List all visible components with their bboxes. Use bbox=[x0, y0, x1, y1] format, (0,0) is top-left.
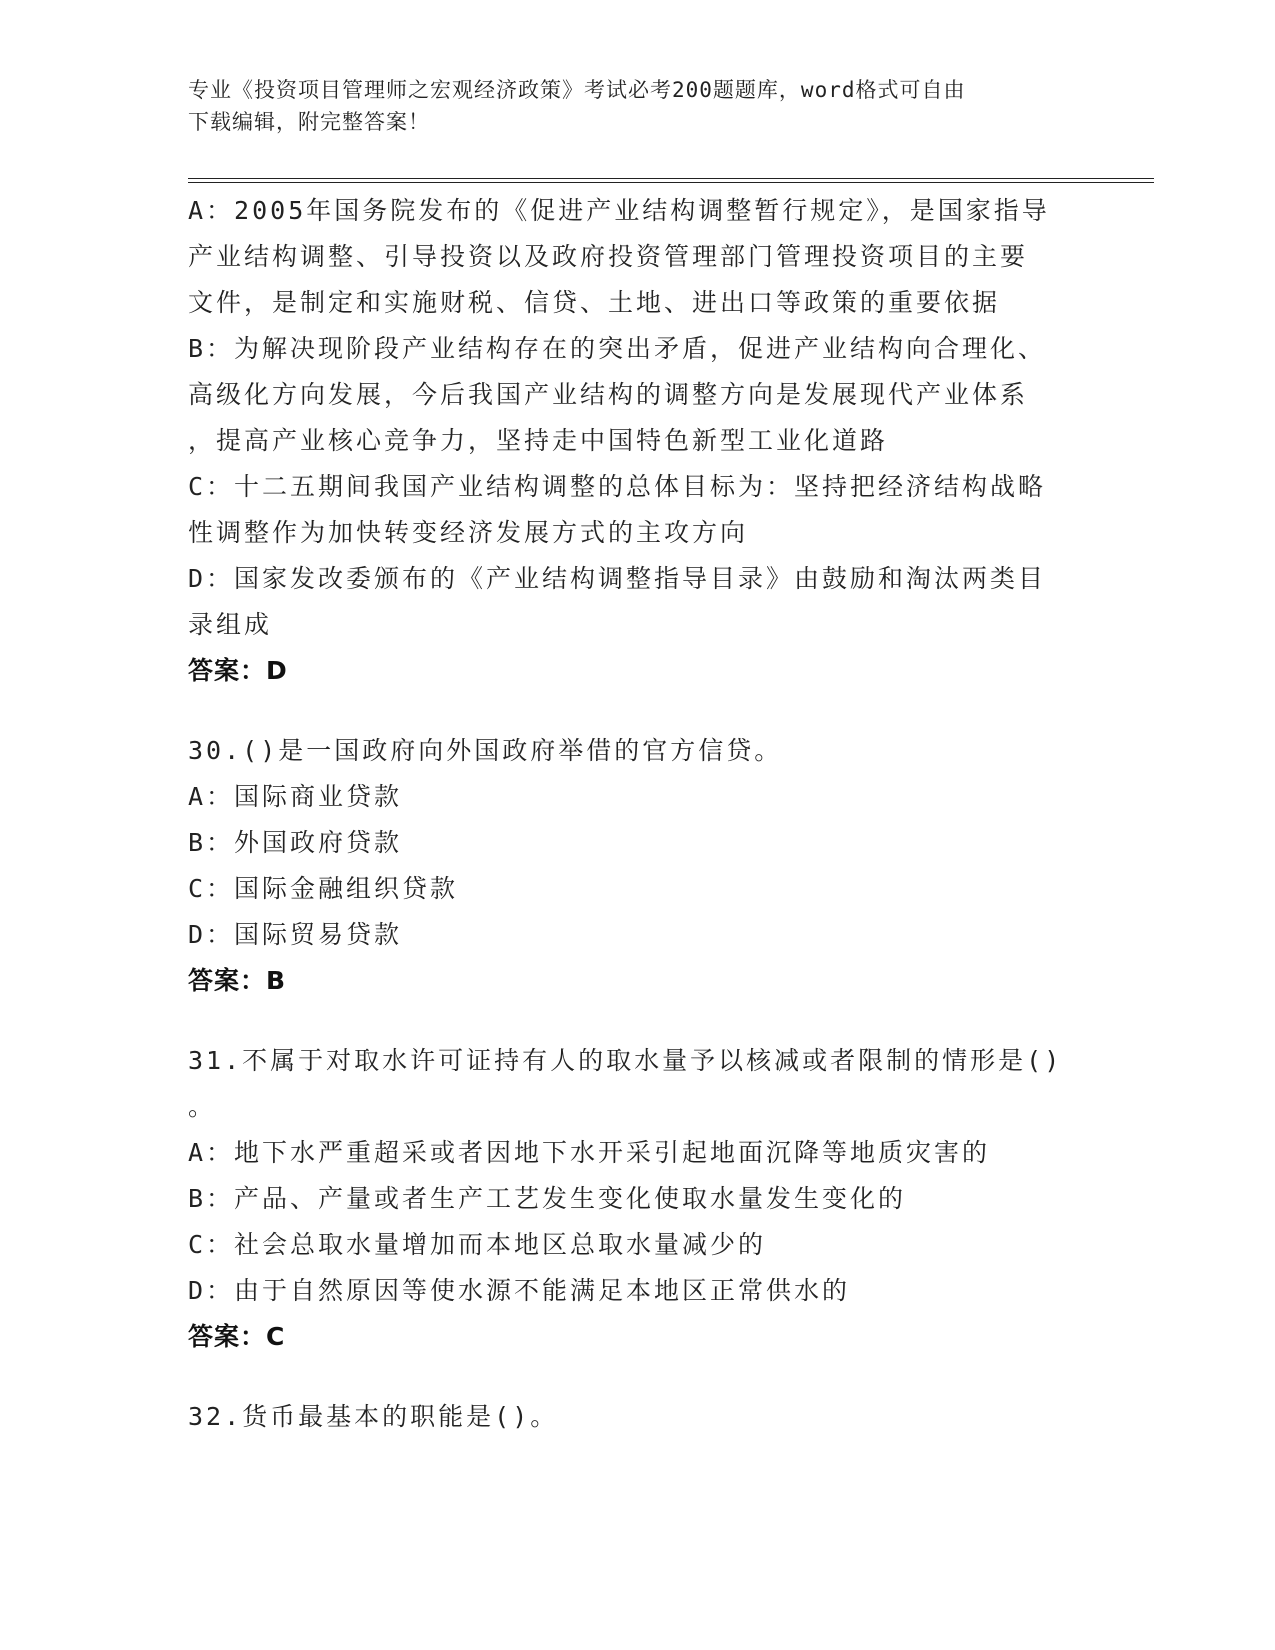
option-c-line-1: C：十二五期间我国产业结构调整的总体目标为：坚持把经济结构战略 bbox=[188, 472, 1047, 501]
option-a: A：地下水严重超采或者因地下水开采引起地面沉降等地质灾害的 bbox=[188, 1138, 991, 1167]
option-d-line-2: 录组成 bbox=[188, 610, 273, 639]
option-a-line-1: A：2005年国务院发布的《促进产业结构调整暂行规定》，是国家指导 bbox=[188, 196, 1050, 225]
option-b-line-1: B：为解决现阶段产业结构存在的突出矛盾，促进产业结构向合理化、 bbox=[188, 334, 1047, 363]
question-31 bbox=[188, 1038, 1088, 1360]
option-b-line-3: ，提高产业核心竞争力，坚持走中国特色新型工业化道路 bbox=[188, 426, 889, 455]
header-divider-bottom bbox=[188, 182, 1154, 183]
spacer bbox=[188, 694, 1088, 728]
question-29-options bbox=[188, 188, 1088, 694]
question-31-text-line-1: 31.不属于对取水许可证持有人的取水量予以核减或者限制的情形是() bbox=[188, 1046, 1063, 1075]
option-c-line-2: 性调整作为加快转变经济发展方式的主攻方向 bbox=[188, 518, 749, 547]
question-32 bbox=[188, 1394, 1088, 1440]
option-c: C：社会总取水量增加而本地区总取水量减少的 bbox=[188, 1230, 767, 1259]
option-a-line-2: 产业结构调整、引导投资以及政府投资管理部门管理投资项目的主要 bbox=[188, 242, 1029, 271]
option-b: B：外国政府贷款 bbox=[188, 828, 403, 857]
spacer bbox=[188, 1004, 1088, 1038]
option-b-line-2: 高级化方向发展，今后我国产业结构的调整方向是发展现代产业体系 bbox=[188, 380, 1029, 409]
option-b: B：产品、产量或者生产工艺发生变化使取水量发生变化的 bbox=[188, 1184, 907, 1213]
header-line-1: 专业《投资项目管理师之宏观经济政策》考试必考200题题库，word格式可自由 bbox=[188, 78, 966, 102]
question-30-text: 30.()是一国政府向外国政府举借的官方信贷。 bbox=[188, 736, 783, 765]
document-header bbox=[188, 74, 1068, 138]
question-31-text-line-2: 。 bbox=[188, 1092, 217, 1121]
question-content bbox=[188, 188, 1088, 1440]
answer-31: 答案：C bbox=[188, 1322, 286, 1351]
spacer bbox=[188, 1360, 1088, 1394]
answer-29: 答案：D bbox=[188, 656, 288, 685]
option-d: D：国际贸易贷款 bbox=[188, 920, 403, 949]
option-d: D：由于自然原因等使水源不能满足本地区正常供水的 bbox=[188, 1276, 851, 1305]
option-d-line-1: D：国家发改委颁布的《产业结构调整指导目录》由鼓励和淘汰两类目 bbox=[188, 564, 1047, 593]
header-line-2: 下载编辑，附完整答案！ bbox=[188, 110, 430, 134]
question-32-text: 32.货币最基本的职能是()。 bbox=[188, 1402, 559, 1431]
option-c: C：国际金融组织贷款 bbox=[188, 874, 459, 903]
option-a: A：国际商业贷款 bbox=[188, 782, 403, 811]
question-30 bbox=[188, 728, 1088, 1004]
option-a-line-3: 文件，是制定和实施财税、信贷、土地、进出口等政策的重要依据 bbox=[188, 288, 1001, 317]
answer-30: 答案：B bbox=[188, 966, 287, 995]
header-divider-top bbox=[188, 178, 1154, 179]
